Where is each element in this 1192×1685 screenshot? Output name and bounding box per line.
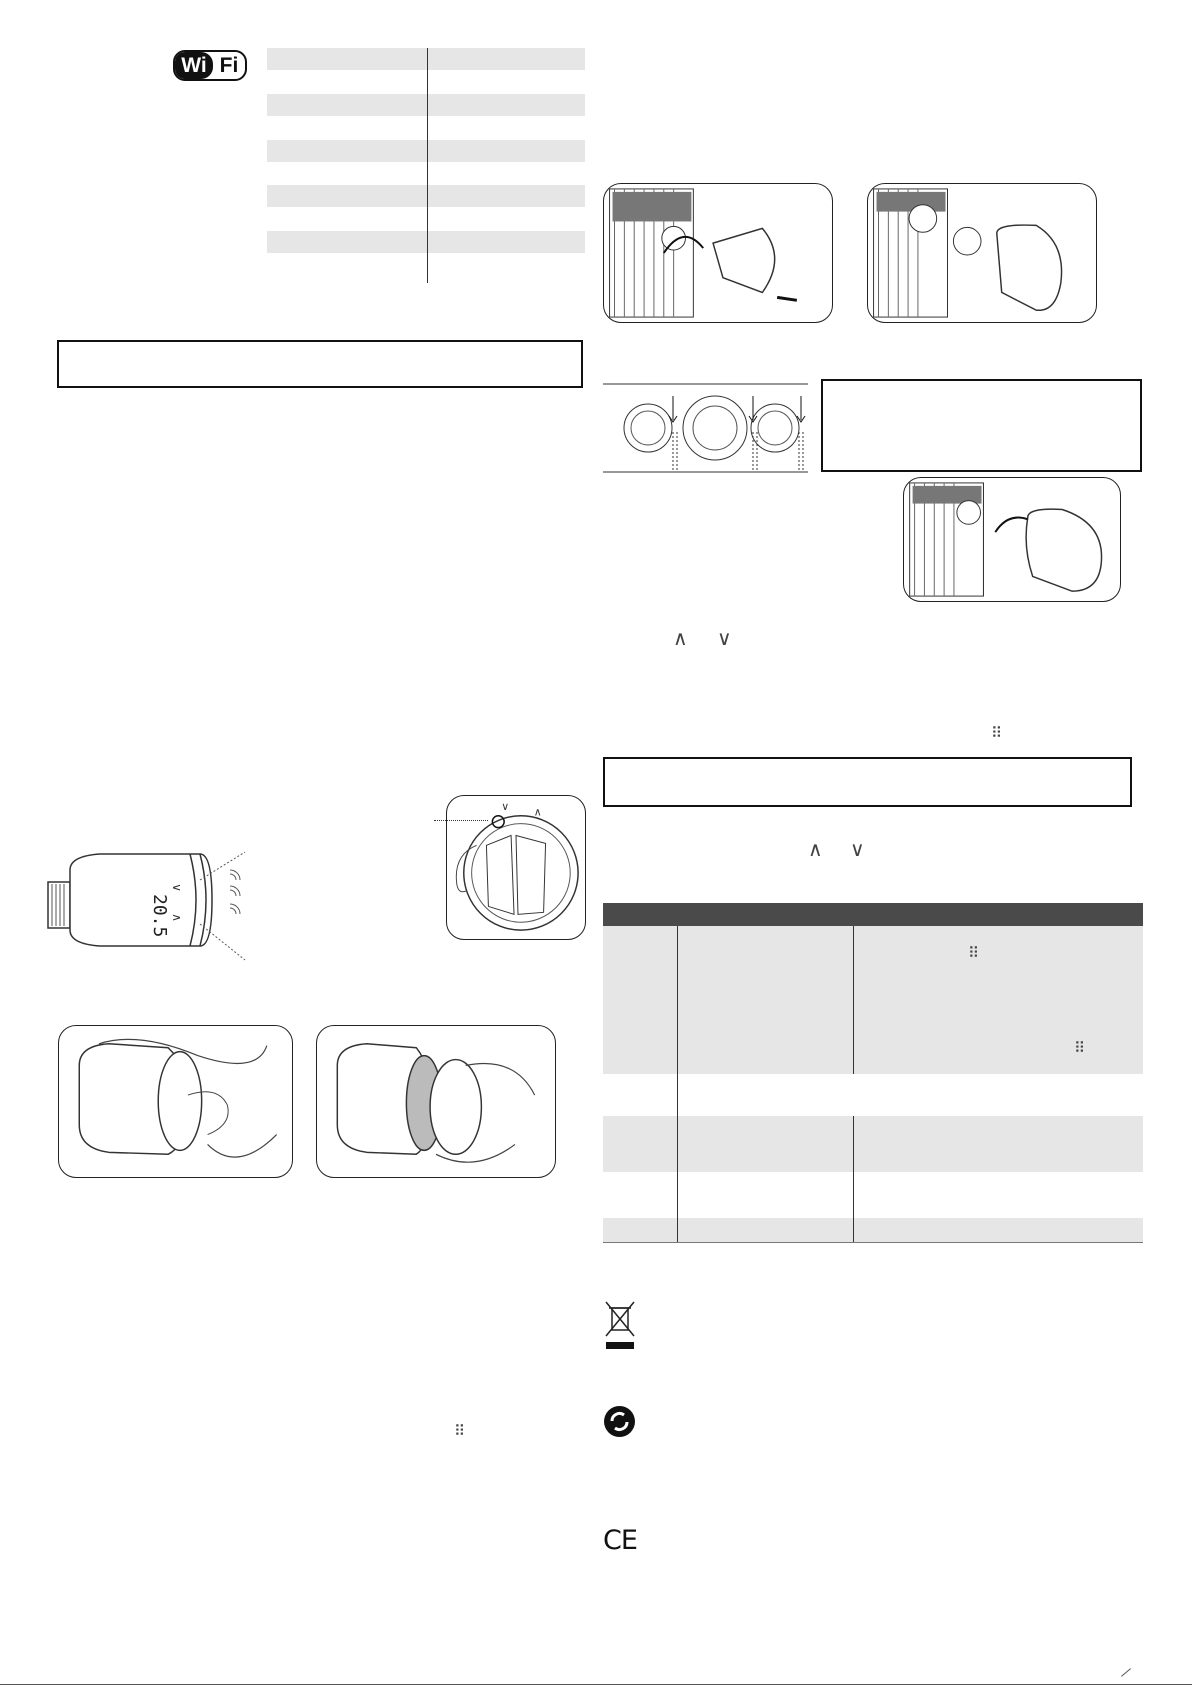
table-header xyxy=(603,903,1143,926)
crossed-out-bin-icon xyxy=(604,1300,636,1352)
remove-old-head-illustration xyxy=(603,183,833,323)
spec-row xyxy=(267,185,585,207)
green-dot-recycling-icon xyxy=(603,1405,636,1438)
table-column-divider xyxy=(853,926,854,1074)
signal-icon: ⠿ xyxy=(968,944,979,962)
table-bottom-rule xyxy=(603,1242,1143,1243)
corner-mark xyxy=(1121,1668,1131,1676)
signal-icon: ⠿ xyxy=(1074,1039,1085,1057)
table-row xyxy=(603,1172,1143,1218)
remove-cap-illustration-1 xyxy=(58,1025,293,1178)
note-box xyxy=(603,757,1132,807)
install-adapter-illustration xyxy=(867,183,1097,323)
note-box xyxy=(821,379,1142,472)
display-readout: 20.5 xyxy=(149,894,170,938)
table-column-divider xyxy=(853,1116,854,1242)
svg-text:∨: ∨ xyxy=(169,913,183,922)
callout-line xyxy=(434,820,488,822)
wifi-logo-right: Fi xyxy=(219,54,239,77)
spec-row xyxy=(267,48,585,70)
spec-row xyxy=(267,140,585,162)
svg-text:∨: ∨ xyxy=(501,799,510,813)
mount-thermostat-illustration xyxy=(903,477,1121,602)
wifi-logo xyxy=(173,50,247,81)
svg-text:∧: ∧ xyxy=(533,805,542,819)
down-arrow-icon: ∨ xyxy=(850,837,865,861)
up-arrow-icon: ∧ xyxy=(673,626,688,650)
thermostat-display-figure xyxy=(40,840,270,968)
table-row xyxy=(603,1116,1143,1172)
spec-row xyxy=(267,94,585,116)
down-arrow-icon: ∨ xyxy=(717,626,732,650)
ce-mark-icon: CE xyxy=(603,1525,637,1556)
table-row xyxy=(603,926,1143,1074)
adapter-alignment-figure xyxy=(603,382,808,474)
up-arrow-icon: ∧ xyxy=(808,837,823,861)
signal-icon: ⠿ xyxy=(991,724,1002,742)
note-box xyxy=(57,340,583,388)
spec-table-divider xyxy=(427,48,428,283)
battery-cap-detail-illustration xyxy=(446,795,586,940)
table-column-divider xyxy=(677,926,678,1242)
remove-cap-illustration-2 xyxy=(316,1025,556,1178)
svg-text:∧: ∧ xyxy=(169,883,183,892)
table-row xyxy=(603,1074,1143,1116)
wifi-logo-left: Wi xyxy=(175,52,213,79)
table-row xyxy=(603,1218,1143,1242)
signal-icon: ⠿ xyxy=(454,1422,465,1440)
spec-row xyxy=(267,231,585,253)
